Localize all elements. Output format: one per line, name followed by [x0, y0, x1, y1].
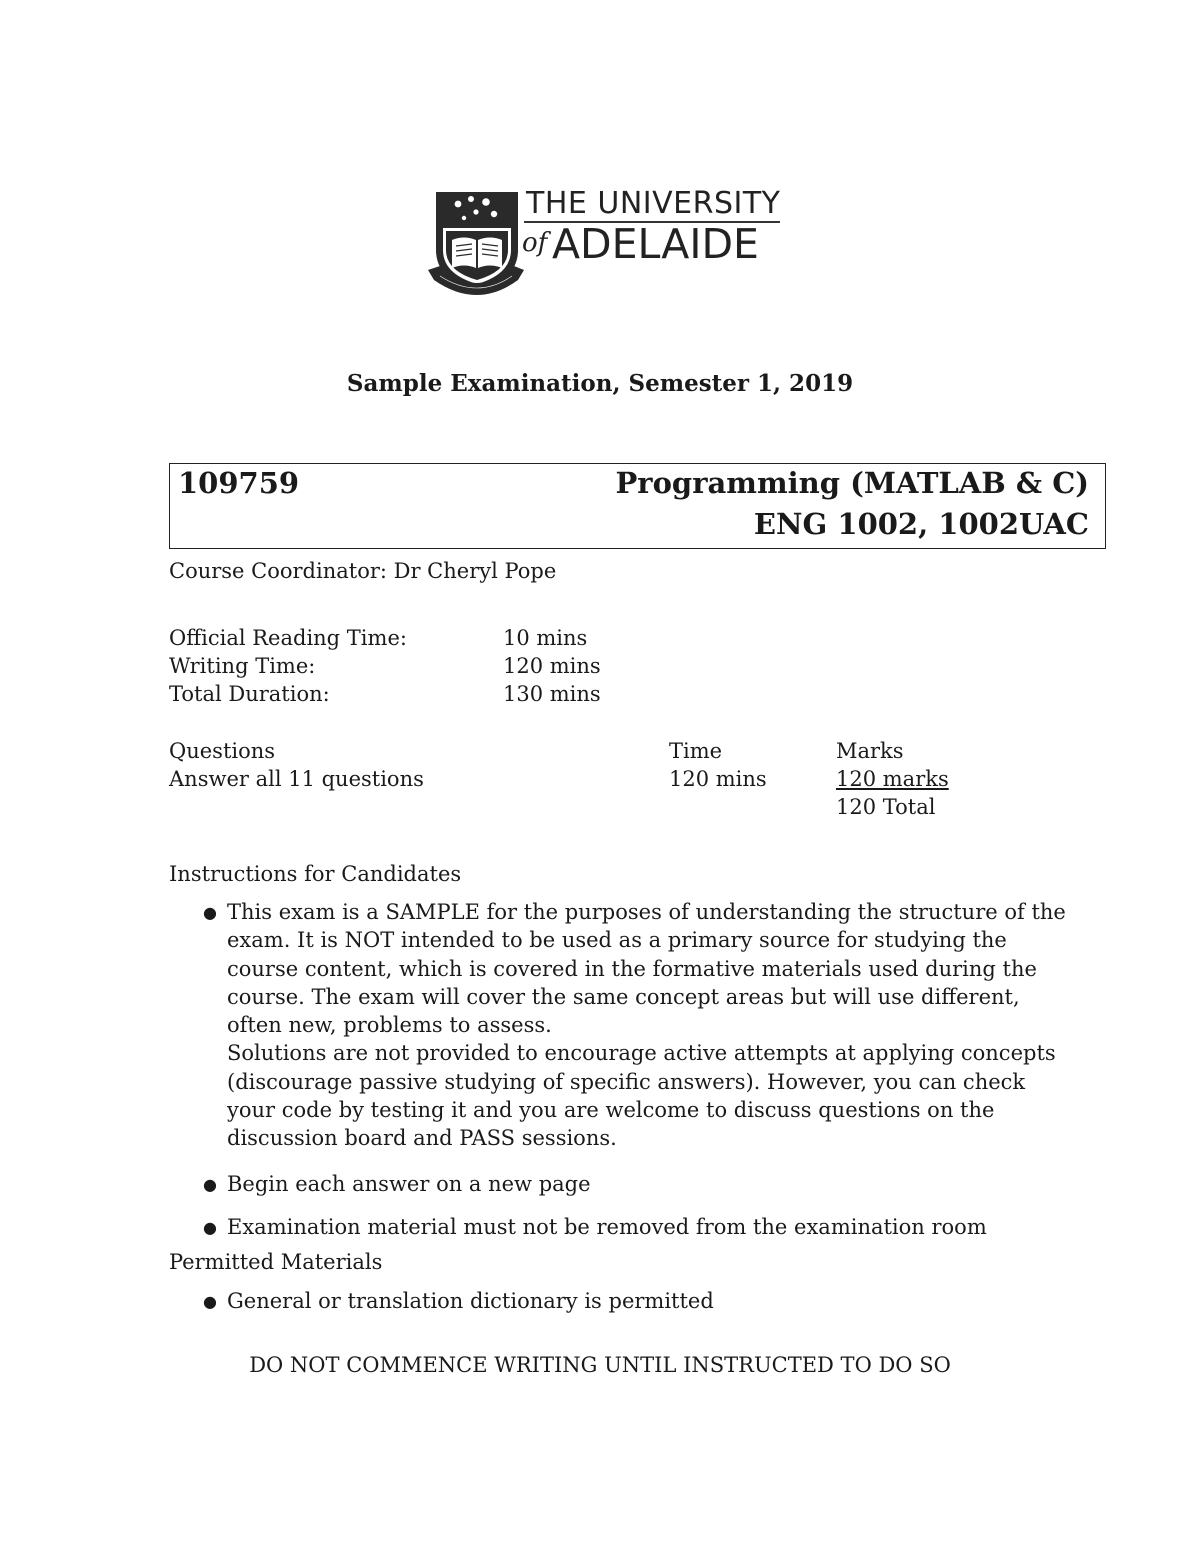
total-duration-value: 130 mins: [503, 682, 601, 706]
list-item-line: exam. It is NOT intended to be used as a primary source for studying the: [227, 928, 1007, 953]
exam-title: Sample Examination, Semester 1, 2019: [346, 370, 854, 397]
bullet-icon: ●: [203, 1218, 217, 1237]
course-coordinator: Course Coordinator: Dr Cheryl Pope: [169, 559, 557, 583]
permitted-heading: Permitted Materials: [169, 1250, 383, 1274]
list-item-line: your code by testing it and you are welcome to discuss questions on the: [227, 1098, 995, 1123]
university-logo: [426, 188, 786, 300]
marks-header: Marks: [836, 739, 904, 763]
bullet-icon: ●: [203, 903, 217, 922]
logo-text-adelaide: ADELAIDE: [552, 220, 759, 268]
commence-notice: DO NOT COMMENCE WRITING UNTIL INSTRUCTED TO DO SO: [249, 1353, 951, 1377]
list-item-line: discussion board and PASS sessions.: [227, 1126, 617, 1151]
bullet-icon: ●: [203, 1175, 217, 1194]
list-item-line: This exam is a SAMPLE for the purposes of understanding the structure of the: [227, 900, 1066, 924]
course-code: 109759: [178, 466, 300, 500]
instructions-heading: Instructions for Candidates: [169, 862, 462, 886]
time-value: 120 mins: [669, 767, 767, 791]
university-crest-icon: [426, 188, 526, 300]
questions-value: Answer all 11 questions: [169, 767, 424, 791]
writing-time-value: 120 mins: [503, 654, 601, 678]
total-duration-label: Total Duration:: [169, 682, 330, 706]
questions-header: Questions: [169, 739, 276, 763]
marks-value: 120 marks: [836, 767, 949, 791]
list-item-line: course. The exam will cover the same concept areas but will use different,: [227, 984, 1020, 1009]
list-item-text: Begin each answer on a new page: [227, 1172, 591, 1196]
list-item-line: often new, problems to assess.: [227, 1013, 552, 1038]
course-header-box: [169, 463, 1106, 549]
logo-text-the-university: THE UNIVERSITY: [526, 186, 781, 221]
time-header: Time: [669, 739, 723, 763]
list-item-text: General or translation dictionary is permitted: [227, 1289, 714, 1313]
marks-total: 120 Total: [836, 795, 936, 819]
list-item-line: Solutions are not provided to encourage active attempts at applying concepts: [227, 1041, 1056, 1066]
list-item-text: Examination material must not be removed from the examination room: [227, 1215, 987, 1239]
reading-time-label: Official Reading Time:: [169, 626, 407, 650]
reading-time-value: 10 mins: [503, 626, 588, 650]
bullet-icon: ●: [203, 1292, 217, 1311]
logo-text-of: of: [522, 228, 548, 258]
course-number: ENG 1002, 1002UAC: [753, 507, 1089, 541]
course-name: Programming (MATLAB & C): [615, 466, 1089, 500]
list-item-line: course content, which is covered in the formative materials used during the: [227, 956, 1037, 981]
list-item-line: (discourage passive studying of specific answers). However, you can check: [227, 1069, 1026, 1094]
writing-time-label: Writing Time:: [169, 654, 316, 678]
